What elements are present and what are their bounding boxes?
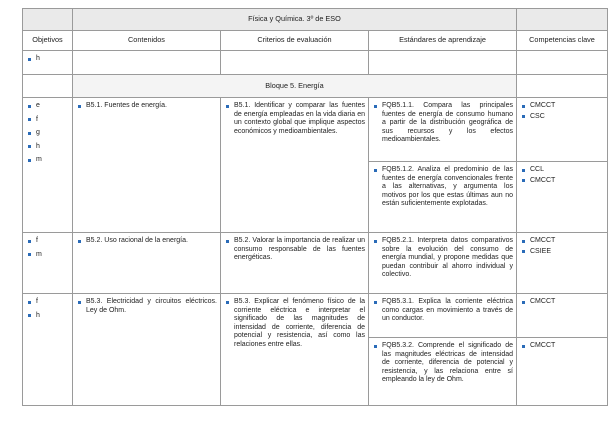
objective-item: h bbox=[28, 312, 70, 321]
competencia-item: CMCCT bbox=[522, 298, 605, 307]
estandar-text: FQB5.2.1. Interpreta datos comparativos sobre la evolución del consumo de energía mundial, y propone medidas que puedan contribuir al ahorro individual y colectivo. bbox=[369, 233, 516, 284]
contenido-cell bbox=[73, 233, 221, 294]
block-row bbox=[23, 75, 608, 98]
page-title bbox=[23, 9, 73, 31]
contenido-text: B5.1. Fuentes de energía. bbox=[73, 98, 220, 115]
competencia-item: CMCCT bbox=[522, 237, 605, 246]
contenido-text: B5.2. Uso racional de la energía. bbox=[73, 233, 220, 250]
header-competencias: Competencias clave bbox=[517, 31, 608, 51]
contenido-text: B5.3. Electricidad y circuitos eléctricos. Ley de Ohm. bbox=[73, 294, 220, 319]
header-criterios: Criterios de evaluación bbox=[221, 31, 369, 51]
competencia-item: CCL bbox=[522, 166, 605, 175]
criterio-text: B5.2. Valorar la importancia de realizar un consumo responsable de las fuentes energéticas. bbox=[221, 233, 368, 267]
estandar-cell bbox=[369, 233, 517, 294]
estandar-cell bbox=[369, 294, 517, 338]
block-title: Bloque 5. Energía bbox=[73, 75, 517, 98]
estandar-text: FQB5.1.1. Compara las principales fuentes de energía de consumo humano a partir de la distribución geográfica de sus recursos y los efectos medioambientales. bbox=[369, 98, 516, 149]
criterio-text: B5.3. Explicar el fenómeno físico de la corriente eléctrica e interpretar el significado de las magnitudes de intensidad de corriente, diferencia de potencial y resistencia, así como las relaciones entre ellas. bbox=[221, 294, 368, 354]
criterio-cell bbox=[221, 98, 369, 233]
contenido-cell bbox=[73, 294, 221, 406]
competencias-cell bbox=[517, 162, 608, 233]
estandar-cell bbox=[369, 162, 517, 233]
estandar-text: FQB5.1.2. Analiza el predominio de las fuentes de energía convencionales frente a las alternativas, y argumenta los motivos por los que estas últimas aun no están suficientemente explotadas. bbox=[369, 162, 516, 213]
table-row bbox=[23, 294, 608, 338]
competencias-cell bbox=[517, 233, 608, 294]
objective-item: g bbox=[28, 129, 70, 138]
header-contenidos: Contenidos bbox=[73, 31, 221, 51]
estandar-text: FQB5.3.2. Comprende el significado de las magnitudes eléctricas de intensidad de corriente, diferencia de potencial y resistencia, y las relaciona entre sí empleando la ley de Ohm. bbox=[369, 338, 516, 389]
objetivos-cell bbox=[23, 233, 73, 294]
objective-item: e bbox=[28, 102, 70, 111]
competencia-item: CMCCT bbox=[522, 102, 605, 111]
criterio-text: B5.1. Identificar y comparar las fuentes de energía empleadas en la vida diaria en un contexto global que implique aspectos económicos y medioambientales. bbox=[221, 98, 368, 140]
competencia-item: CSIEE bbox=[522, 248, 605, 257]
estandar-cell bbox=[369, 98, 517, 162]
competencias-cell bbox=[517, 294, 608, 338]
curriculum-table bbox=[22, 8, 608, 406]
competencia-item: CMCCT bbox=[522, 342, 605, 351]
column-header-row bbox=[23, 31, 608, 51]
table-title: Física y Química. 3º de ESO bbox=[73, 9, 517, 31]
title-row bbox=[23, 9, 608, 31]
estandar-text: FQB5.3.1. Explica la corriente eléctrica como cargas en movimiento a través de un conductor. bbox=[369, 294, 516, 328]
header-objetivos: Objetivos bbox=[23, 31, 73, 51]
objective-item: m bbox=[28, 156, 70, 165]
objetivos-cell bbox=[23, 98, 73, 233]
contenido-cell bbox=[73, 98, 221, 233]
objective-item: m bbox=[28, 251, 70, 260]
competencia-item: CSC bbox=[522, 113, 605, 122]
estandar-cell bbox=[369, 338, 517, 406]
competencia-item: CMCCT bbox=[522, 177, 605, 186]
objective-item: f bbox=[28, 237, 70, 246]
header-estandares: Estándares de aprendizaje bbox=[369, 31, 517, 51]
criterio-cell bbox=[221, 233, 369, 294]
objective-item: h bbox=[28, 55, 70, 64]
objetivos-cell bbox=[23, 294, 73, 406]
table-row bbox=[23, 51, 608, 75]
table-row bbox=[23, 233, 608, 294]
objective-item: h bbox=[28, 143, 70, 152]
objective-item: f bbox=[28, 298, 70, 307]
competencias-cell bbox=[517, 338, 608, 406]
objective-item: f bbox=[28, 116, 70, 125]
competencias-cell bbox=[517, 98, 608, 162]
objetivos-cell bbox=[23, 51, 73, 75]
table-row bbox=[23, 98, 608, 162]
criterio-cell bbox=[221, 294, 369, 406]
